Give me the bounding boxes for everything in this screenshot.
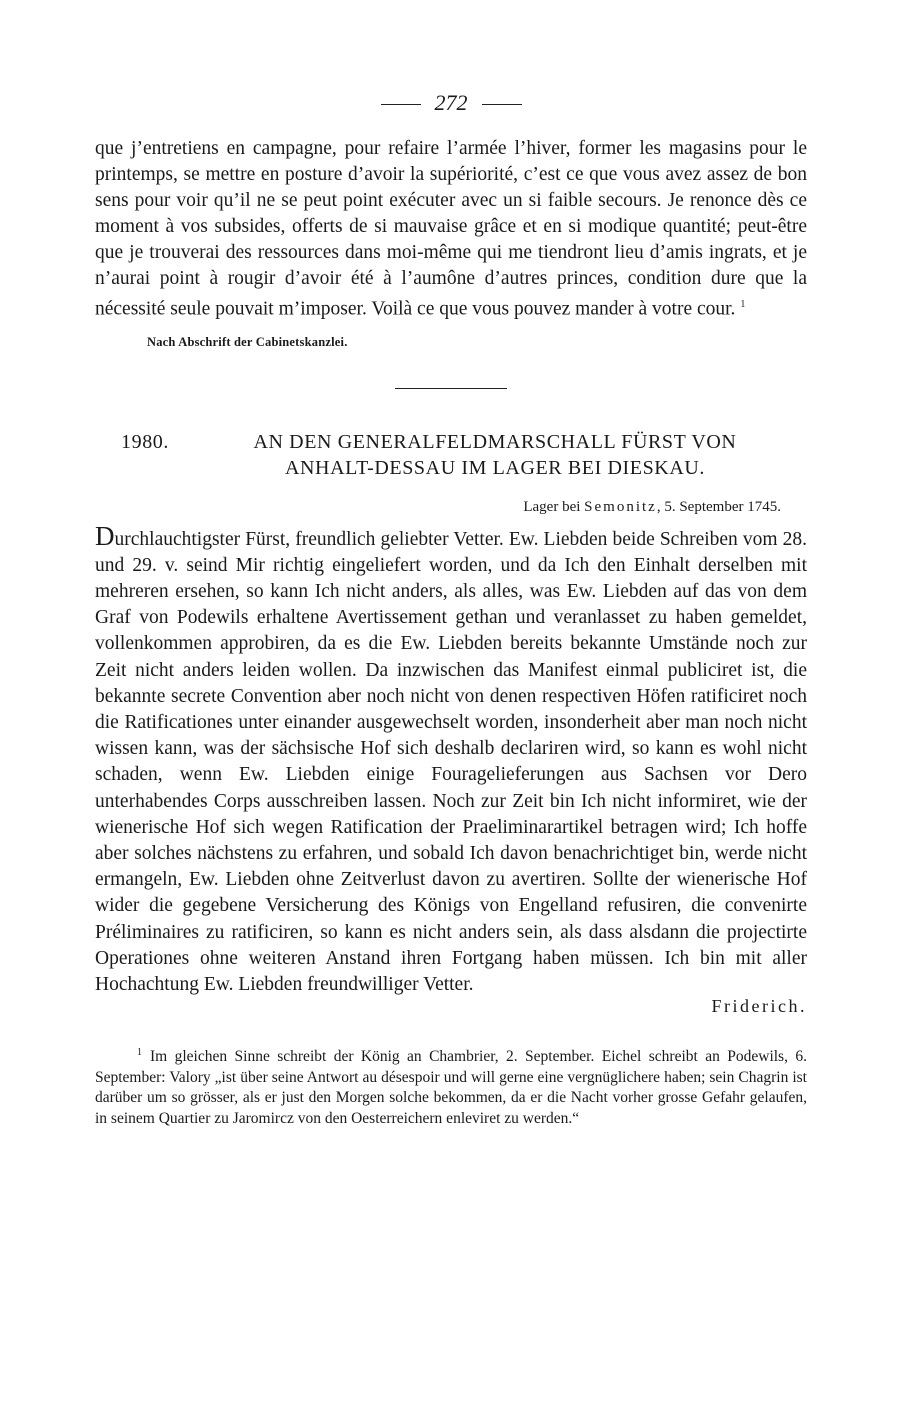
section-divider xyxy=(395,388,507,389)
dateline xyxy=(95,497,807,517)
footnote xyxy=(95,1043,807,1129)
letter-title-line-1: AN DEN GENERALFELDMARSCHALL FÜRST VON xyxy=(253,430,737,453)
continuation-paragraph xyxy=(95,136,807,323)
letter-body xyxy=(95,520,807,999)
continuation-text: que j’entretiens en campagne, pour refaire l’armée l’hiver, former les magasins pour le printemps, se mettre en posture d’avoir la supériorité, c’est ce que vous avez assez de bon sens pour voir qu’il ne se peut point exécuter avec un si faible secours. Je renonce dès ce moment à vos subsides, offerts de si mauvaise grâce et en si modique quantité; peut-être que je trouverai des ressources dans moi-même qui me tiendront lieu d’amis ingrats, et je n’aurai point à rougir d’avoir été à l’aumône d’autres princes, condition dure que la nécessité seule pouvait m’imposer. Voilà ce que vous pouvez mander à votre cour. xyxy=(95,138,807,320)
header-dash-right xyxy=(482,104,522,105)
dateline-suffix: , 5. September 1745. xyxy=(656,498,781,515)
footnote-mark: 1 xyxy=(137,1047,142,1059)
header-dash-left xyxy=(381,104,421,105)
letter-number: 1980. xyxy=(121,430,169,453)
source-note: Nach Abschrift der Cabinetskanzlei. xyxy=(147,334,348,349)
book-page xyxy=(95,88,807,1129)
dateline-prefix: Lager bei xyxy=(523,498,581,515)
page-number: 272 xyxy=(434,90,468,115)
footnote-reference: 1 xyxy=(740,299,746,310)
footnote-text: Im gleichen Sinne schreibt der König an Chambrier, 2. September. Eichel schreibt an Podewils, 6. September: Valory „ist über seine Antwort au désespoir und will gerne eine vergnüglichere haben; sein Chagrin ist darüber um so grösser, als er just den Morgen solche bekommen, da er die Nacht vorher grosse Gefahr gelaufen, in seinem Quartier zu Jaromircz von den Oesterreichern enleviret zu werden.“ xyxy=(95,1048,807,1127)
signature: Friderich. xyxy=(711,996,807,1017)
letter-body-text: urchlauchtigster Fürst, freundlich geliebter Vetter. Ew. Liebden beide Schreiben vom 28. und 29. v. seind Mir richtig eingeliefert worden, und da Ich den Einhalt derselben mit mehreren ersehen, so kann Ich nicht anders, als alles, was Ew. Liebden auf das von dem Graf von Podewils erhaltene Avertissement gethan und veranlasset zu haben gemeldet, vollenkommen approbiren, da es die Ew. Liebden bereits bekannte Umstände noch zur Zeit nicht anders leiden wollen. Da inzwischen das Manifest einmal publiciret ist, die bekannte secrete Convention aber noch nicht von denen respectiven Höfen ratificiret noch die Ratificationes unter einander ausgewechselt worden, insonderheit aber man noch nicht wissen kann, was der sächsische Hof sich deshalb declariren wird, so kann es wohl nicht schaden, wenn Ew. Liebden einige Fouragelieferungen aus Sachsen vor Dero unterhabendes Corps ausschreiben lassen. Noch zur Zeit bin Ich nicht informiret, wie der wienerische Hof sich wegen Ratification der Praeliminarartikel betragen wird; Ich hoffe aber solches nächstens zu erfahren, und sobald Ich davon benachrichtiget bin, werde nicht ermangeln, Ew. Liebden ohne Zeitverlust davon zu avertiren. Sollte der wienerische Hof wider die gegebene Versicherung des Königs von Engelland refusiren, die convenirte Préliminaires zu ratificiren, so kann es nicht anders sein, als dass alsdann die projectirte Operationes ohne weiteren Anstand ihren Fortgang haben müssen. Ich bin mit aller Hochachtung Ew. Liebden freundwilliger Vetter. xyxy=(95,528,807,995)
letter-title-line-2: ANHALT-DESSAU IM LAGER BEI DIESKAU. xyxy=(284,456,706,479)
dateline-place: Semonitz xyxy=(584,498,657,515)
letter-title xyxy=(200,429,790,481)
letter-initial: D xyxy=(95,520,115,551)
letter-heading xyxy=(95,429,807,481)
page-header xyxy=(95,88,807,118)
